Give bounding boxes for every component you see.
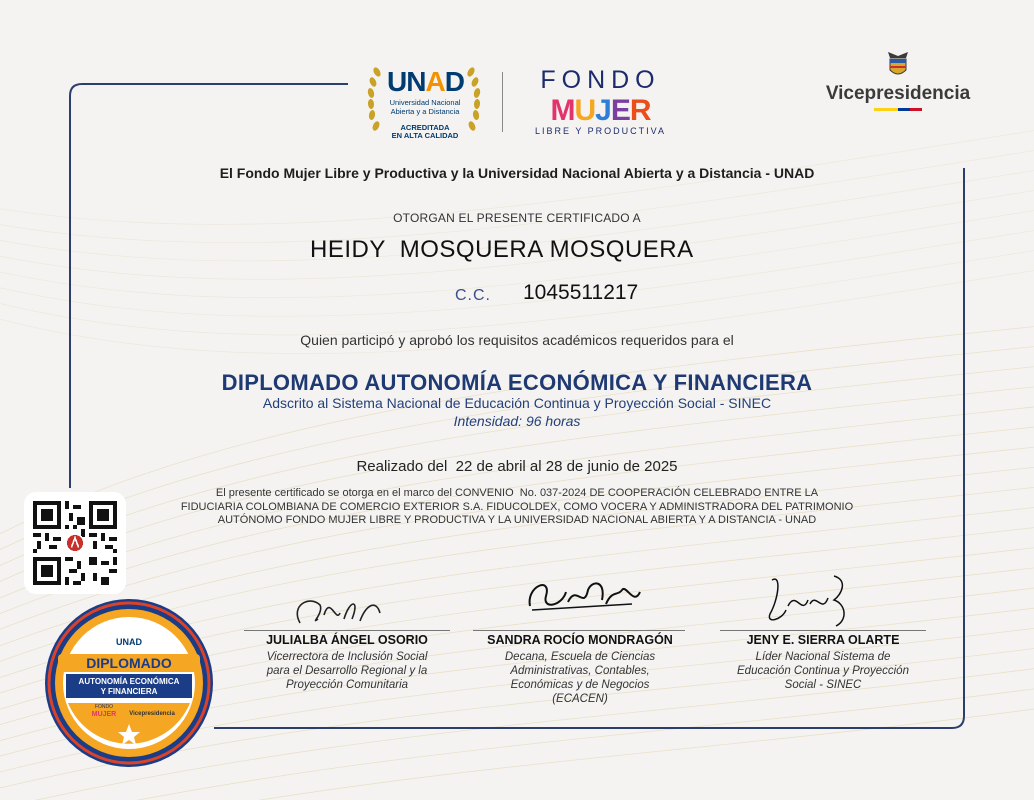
unad-wordmark: UNAD (387, 66, 464, 97)
signatory-1-role: Vicerrectora de Inclusión Social para el Desarrollo Regional y la Proyección Comunitaria (266, 651, 428, 691)
logo-divider (502, 72, 503, 132)
agreement-text: El presente certificado se otorga en el marco del CONVENIO No. 037-2024 DE COOPERACIÓN CELEBRADO ENTRE LA FIDUCIARIA COLOMBIANA DE COMERCIO EXTERIOR S.A. FIDUCOLDEX, COMO VOCERA Y ADMINISTRADORA DEL PATRIMONIO AUTÓNOMO FONDO MUJER LIBRE Y PRODUCTIVA Y LA UNIVERSIDAD NACIONAL ABIERTA Y A DISTANCIA - UNAD (180, 487, 854, 526)
badge-mujer: MUJER (91, 711, 117, 718)
signature-line-2 (473, 630, 685, 631)
qr-code-icon (33, 501, 117, 585)
program-title: DIPLOMADO AUTONOMÍA ECONÓMICA Y FINANCIERA (221, 370, 813, 395)
mujer-word: MUJER (550, 94, 651, 127)
signatory-2-role: Decana, Escuela de Ciencias Administrativas, Contables, Económicas y de Negocios (ECACEN) (504, 651, 656, 705)
signatory-2-name: SANDRA ROCÍO MONDRAGÓN (487, 633, 673, 647)
unad-subtitle: Universidad Nacional Abierta y a Distancia (389, 98, 461, 116)
signature-line-3 (720, 630, 926, 631)
diplomado-badge (44, 598, 214, 768)
id-number: 1045511217 (523, 281, 639, 304)
program-dates: Realizado del 22 de abril al 28 de junio de 2025 (356, 458, 678, 475)
signature-2-drawing (522, 566, 652, 621)
coat-of-arms-icon (884, 50, 912, 80)
qr-code[interactable] (24, 492, 126, 594)
signatory-3-name: JENY E. SIERRA OLARTE (746, 633, 900, 647)
flag-stripe-icon (874, 108, 922, 111)
badge-fondo: FONDO (94, 704, 114, 710)
badge-unad: UNAD (116, 637, 142, 647)
signatory-1-name: JULIALBA ÁNGEL OSORIO (266, 633, 428, 647)
fondo-mujer-logo (528, 66, 673, 138)
signatory-3-role: Líder Nacional Sistema de Educación Continua y Proyección Social - SINEC (737, 651, 909, 691)
vicepresidencia-logo (818, 50, 978, 120)
fondo-tagline: LIBRE Y PRODUCTIVA (534, 126, 667, 136)
badge-title: DIPLOMADO (86, 655, 172, 671)
signature-3-drawing (752, 570, 862, 632)
id-label: C.C. (455, 287, 491, 304)
signatory-2 (475, 633, 685, 706)
signature-line-1 (244, 630, 450, 631)
signatory-1 (242, 633, 452, 692)
badge-subtitle-2: Y FINANCIERA (100, 687, 158, 696)
unad-accreditation: ACREDITADA EN ALTA CALIDAD (391, 123, 459, 140)
participation-text: Quien participó y aprobó los requisitos académicos requeridos para el (300, 332, 734, 348)
badge-subtitle-1: AUTONOMÍA ECONÓMICA (78, 677, 180, 686)
badge-vice: Vicepresidencia (129, 711, 175, 717)
issuer-statement: El Fondo Mujer Libre y Productiva y la Universidad Nacional Abierta y a Distancia - UNAD (219, 165, 815, 181)
recipient-name: HEIDY MOSQUERA MOSQUERA (310, 236, 694, 263)
signature-1-drawing (280, 585, 400, 635)
signatory-3 (718, 633, 928, 692)
grant-text: OTORGAN EL PRESENTE CERTIFICADO A (393, 211, 641, 225)
vicepresidencia-name: Vicepresidencia (825, 83, 971, 104)
program-intensity: Intensidad: 96 horas (453, 413, 581, 429)
program-affiliation: Adscrito al Sistema Nacional de Educación Continua y Proyección Social - SINEC (262, 395, 772, 411)
unad-logo (365, 62, 483, 142)
fondo-word: FONDO (540, 66, 661, 94)
